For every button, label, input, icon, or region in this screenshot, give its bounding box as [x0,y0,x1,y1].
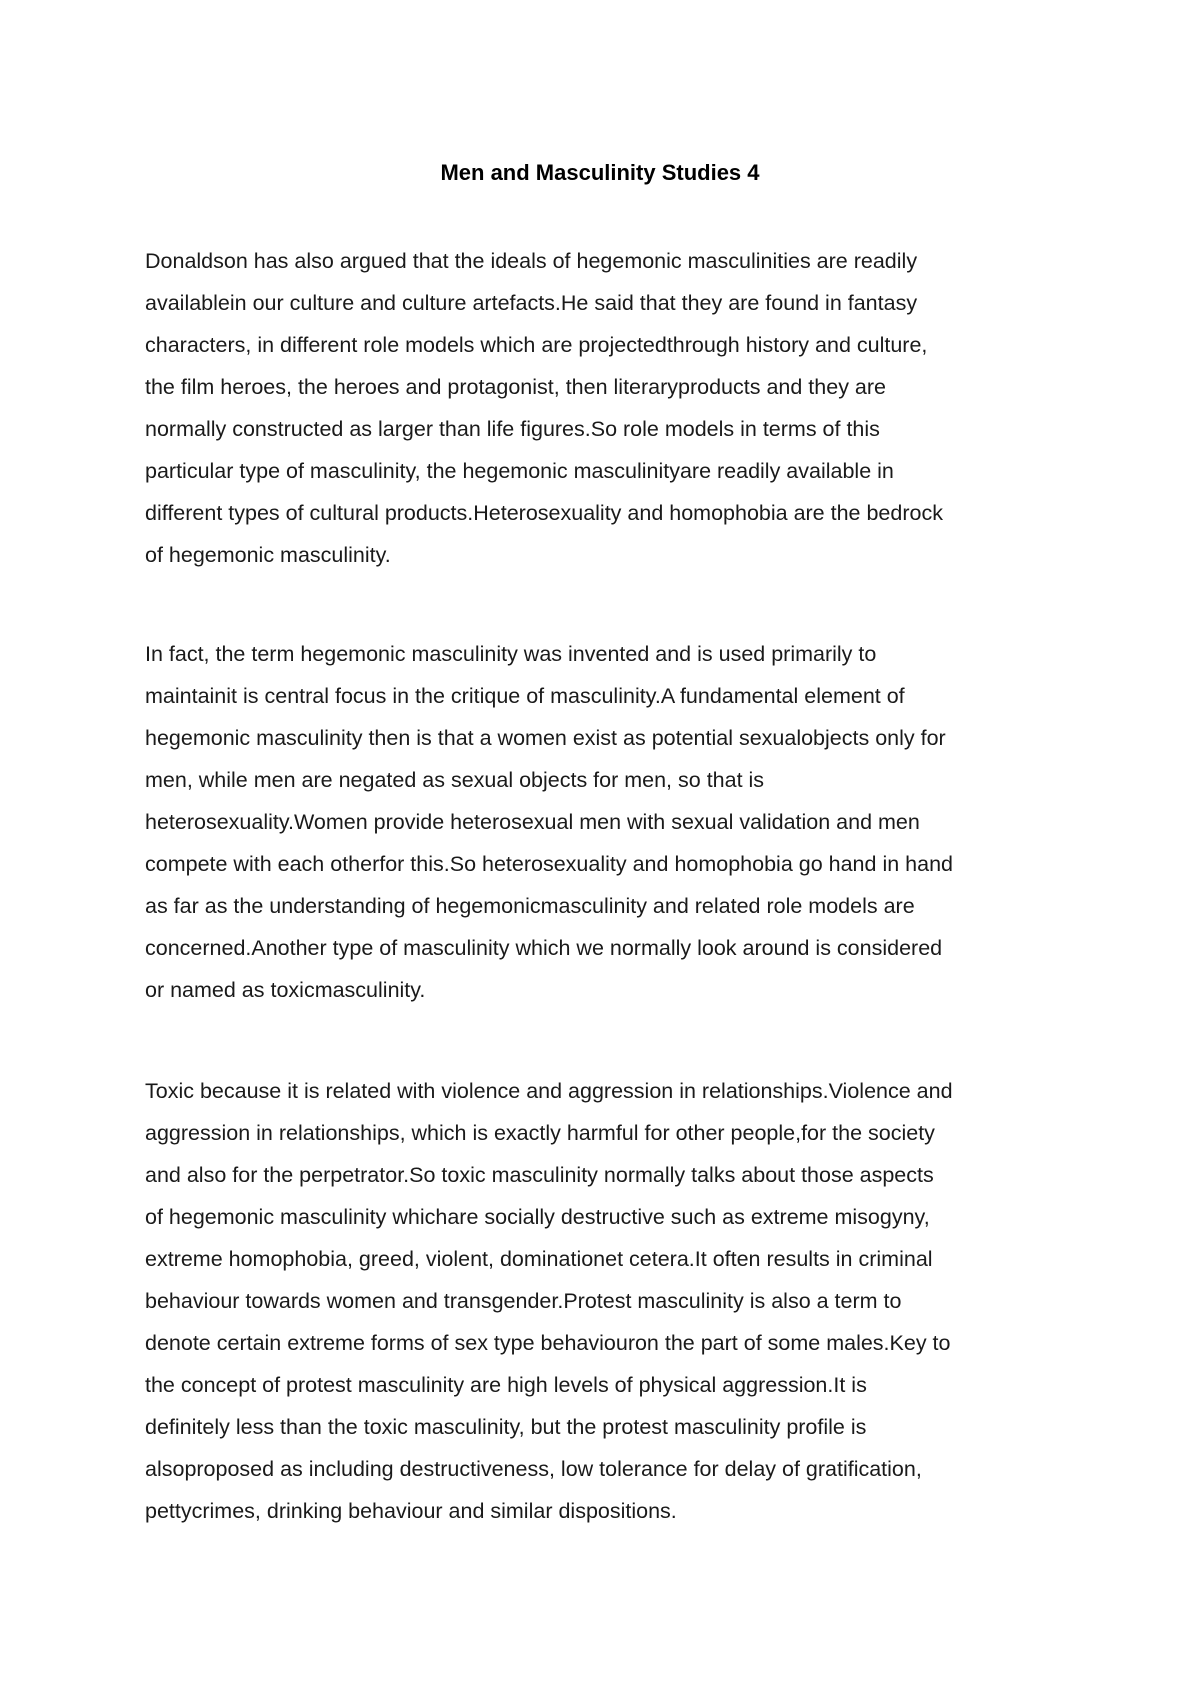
paragraph-3 [145,1070,1065,1532]
paragraph-line: heterosexuality.Women provide heterosexual men with sexual validation and men [145,810,920,834]
paragraph-line: Toxic because it is related with violence and aggression in relationships.Violence and [145,1079,953,1103]
paragraph-line: the film heroes, the heroes and protagonist, then literaryproducts and they are [145,375,886,399]
document-title: Men and Masculinity Studies 4 [440,160,760,185]
paragraph-line: pettycrimes, drinking behaviour and similar dispositions. [145,1499,677,1523]
paragraph-line: hegemonic masculinity then is that a women exist as potential sexualobjects only for [145,726,946,750]
paragraph-line: availablein our culture and culture artefacts.He said that they are found in fantasy [145,291,918,315]
paragraph-line: normally constructed as larger than life figures.So role models in terms of this [145,417,880,441]
paragraph-line: men, while men are negated as sexual objects for men, so that is [145,768,765,792]
paragraph-line: alsoproposed as including destructiveness, low tolerance for delay of gratification, [145,1457,922,1481]
paragraph-line: as far as the understanding of hegemonicmasculinity and related role models are [145,894,915,918]
paragraph-line: the concept of protest masculinity are high levels of physical aggression.It is [145,1373,867,1397]
paragraph-line: concerned.Another type of masculinity which we normally look around is considered [145,936,943,960]
paragraph-line: behaviour towards women and transgender.Protest masculinity is also a term to [145,1289,902,1313]
paragraph-line: In fact, the term hegemonic masculinity was invented and is used primarily to [145,642,877,666]
paragraph-line: and also for the perpetrator.So toxic masculinity normally talks about those aspects [145,1163,934,1187]
paragraph-line: Donaldson has also argued that the ideals of hegemonic masculinities are readily [145,249,918,273]
paragraph-line: characters, in different role models which are projectedthrough history and culture, [145,333,928,357]
paragraph-line: aggression in relationships, which is exactly harmful for other people,for the society [145,1121,935,1145]
paragraph-line: particular type of masculinity, the hegemonic masculinityare readily available in [145,459,894,483]
paragraph-1 [145,240,1065,576]
paragraph-line: definitely less than the toxic masculinity, but the protest masculinity profile is [145,1415,867,1439]
paragraph-line: maintainit is central focus in the critique of masculinity.A fundamental element of [145,684,905,708]
paragraph-line: or named as toxicmasculinity. [145,978,426,1002]
paragraph-2 [145,633,1065,1011]
paragraph-line: of hegemonic masculinity whichare socially destructive such as extreme misogyny, [145,1205,930,1229]
paragraph-line: different types of cultural products.Heterosexuality and homophobia are the bedrock [145,501,943,525]
paragraph-line: compete with each otherfor this.So heterosexuality and homophobia go hand in hand [145,852,953,876]
paragraph-line: extreme homophobia, greed, violent, dominationet cetera.It often results in criminal [145,1247,933,1271]
paragraph-line: of hegemonic masculinity. [145,543,391,567]
paragraph-line: denote certain extreme forms of sex type behaviouron the part of some males.Key to [145,1331,951,1355]
